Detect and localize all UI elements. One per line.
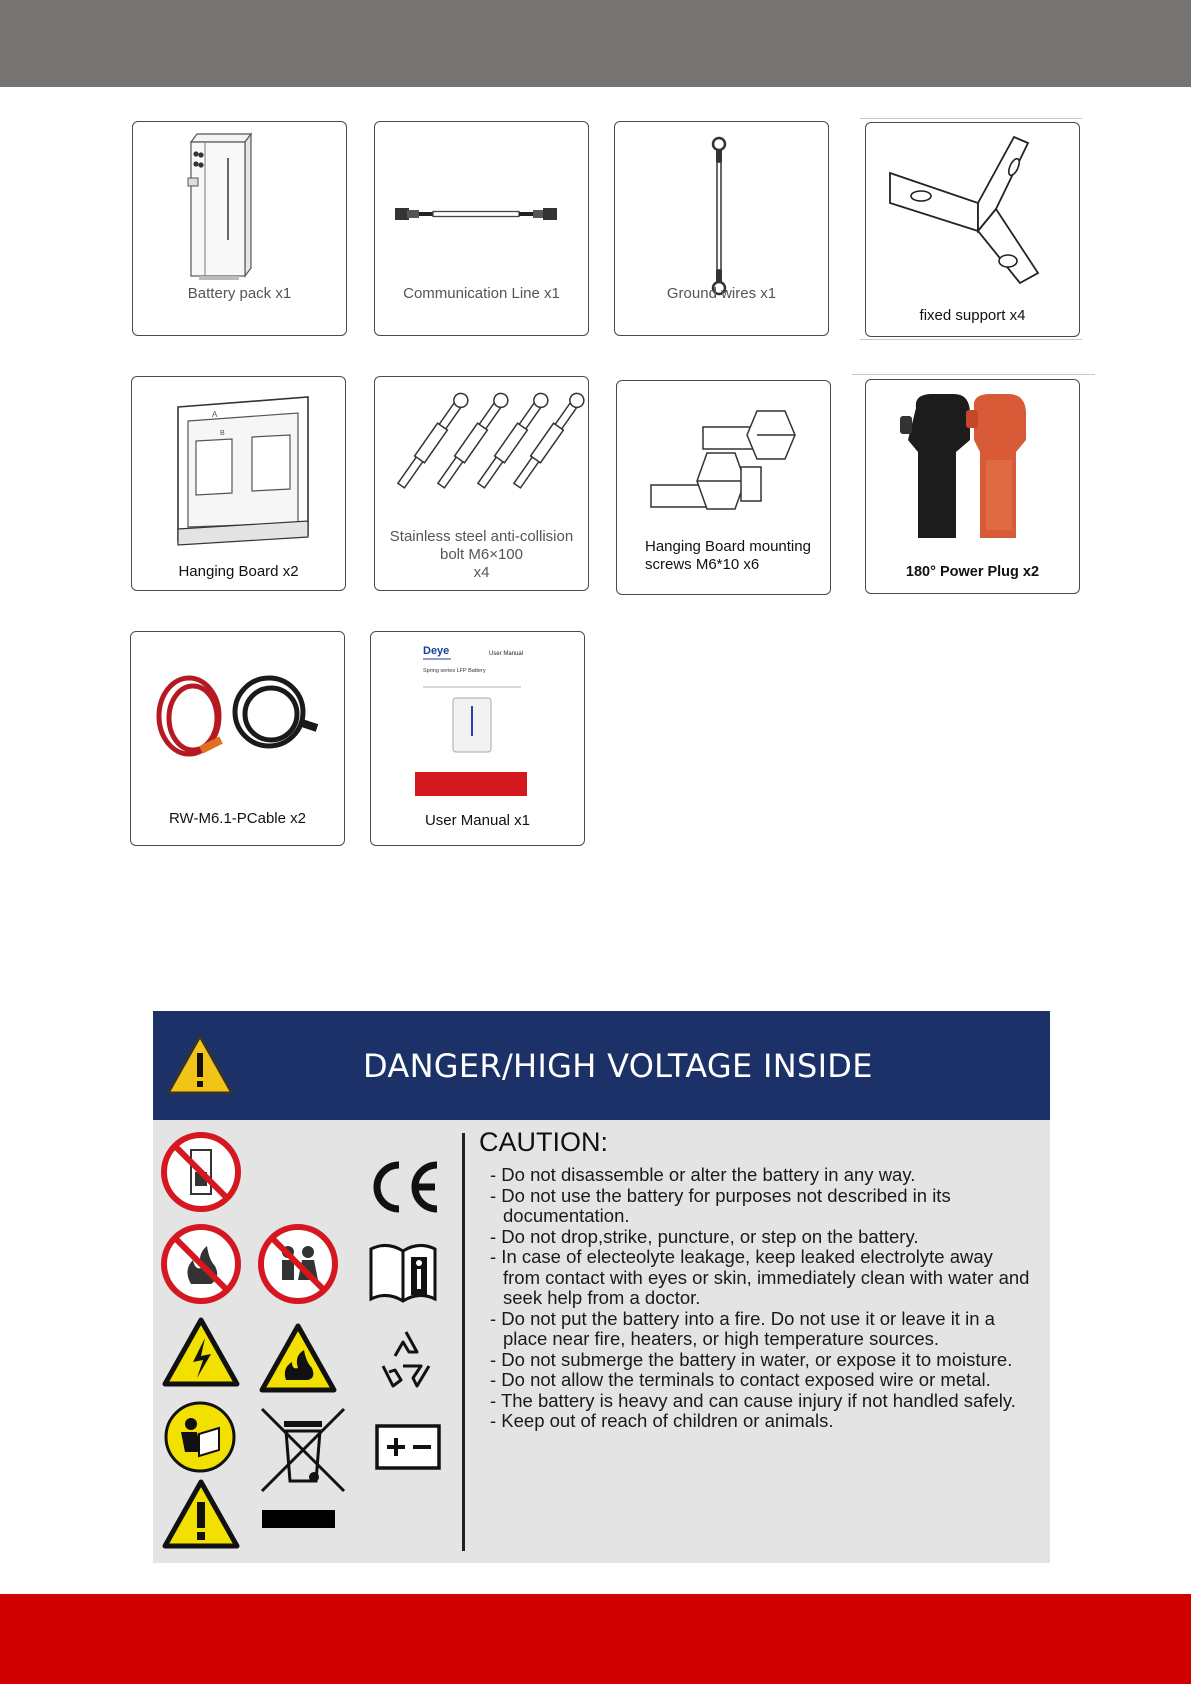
item-caption-line-3: x4 [473, 564, 490, 581]
weee-bar [262, 1510, 335, 1528]
caution-item: - Do not use the battery for purposes not described in its documentation. [490, 1184, 951, 1226]
info-manual-icon [367, 1239, 439, 1305]
weee-crossed-bin-icon [258, 1405, 348, 1503]
hanging-board-icon [132, 377, 344, 589]
warning-triangle-icon [165, 1033, 235, 1097]
warning-label-panel [153, 1011, 1050, 1563]
frame-line [860, 118, 1082, 119]
warning-header [153, 1011, 1050, 1120]
read-manual-icon [163, 1400, 237, 1474]
item-caption: User Manual x1 [424, 812, 531, 829]
header-band [0, 0, 1191, 87]
package-item-power-cable [130, 631, 345, 846]
caution-list [490, 1165, 1030, 1432]
item-caption-line-2: screws M6*10 x6 [645, 556, 760, 573]
general-warning-icon [161, 1478, 241, 1552]
caution-title: CAUTION: [479, 1127, 609, 1157]
caution-item: - Do not disassemble or alter the battery in any way. [490, 1164, 916, 1185]
footer-band [0, 1594, 1191, 1684]
divider [462, 1133, 465, 1551]
item-caption: Hanging Board x2 [178, 563, 299, 580]
manual-subtitle: Spring series LFP Battery [423, 668, 486, 674]
package-item-battery-pack [132, 121, 347, 336]
caution-item: - Keep out of reach of children or animals. [490, 1410, 834, 1431]
frame-line [860, 339, 1082, 340]
package-item-hanging-board [131, 376, 346, 591]
flammable-warning-icon [258, 1322, 338, 1396]
svg-text:B: B [220, 430, 225, 437]
caution-item: - Do not submerge the battery in water, or expose it to moisture. [490, 1348, 1013, 1370]
warning-title: DANGER/HIGH VOLTAGE INSIDE [363, 1047, 873, 1085]
svg-text:A: A [212, 410, 218, 419]
package-item-anti-collision-bolt [374, 376, 589, 591]
item-caption: Battery pack x1 [187, 285, 292, 302]
package-item-communication-line [374, 121, 589, 336]
item-caption-line-2: bolt M6×100 [440, 546, 523, 563]
package-item-mounting-screws [616, 380, 831, 595]
power-plug-icon [866, 380, 1078, 592]
item-caption-line-1: Stainless steel anti-collision [389, 528, 574, 545]
package-item-ground-wires [614, 121, 829, 336]
package-item-user-manual [370, 631, 585, 846]
caution-item: - In case of electeolyte leakage, keep leaked electrolyte away from contact with eyes or skin, immediately clean with water and seek help from a doctor. [490, 1246, 1030, 1308]
package-item-power-plug [865, 379, 1080, 594]
package-item-fixed-support [865, 122, 1080, 337]
electric-shock-warning-icon [161, 1316, 241, 1390]
item-caption: RW-M6.1-PCable x2 [169, 810, 306, 827]
item-caption: fixed support x4 [919, 307, 1026, 324]
frame-line [852, 374, 1095, 375]
caution-item: - Do not allow the terminals to contact exposed wire or metal. [490, 1369, 991, 1390]
item-caption: Communication Line x1 [403, 285, 560, 302]
fixed-support-bracket-icon [866, 123, 1078, 335]
caution-item: - The battery is heavy and can cause injury if not handled safely. [490, 1389, 1016, 1411]
manual-brand: Deye [423, 645, 450, 657]
caution-item: - Do not put the battery into a fire. Do not use it or leave it in a place near fire, heaters, or high temperature sources. [490, 1307, 995, 1349]
caution-item: - Do not drop,strike, puncture, or step on the battery. [490, 1225, 919, 1247]
item-caption: 180° Power Plug x2 [905, 564, 1040, 580]
manual-label: User Manual [489, 651, 524, 657]
recycle-icon [373, 1326, 439, 1392]
battery-polarity-icon [375, 1424, 441, 1470]
ce-mark-icon [365, 1157, 441, 1217]
no-children-icon [258, 1224, 338, 1304]
no-disassembly-icon [161, 1132, 241, 1212]
no-fire-icon [161, 1224, 241, 1304]
item-caption-line-1: Hanging Board mounting [645, 538, 811, 555]
item-caption: Ground wires x1 [666, 285, 777, 302]
